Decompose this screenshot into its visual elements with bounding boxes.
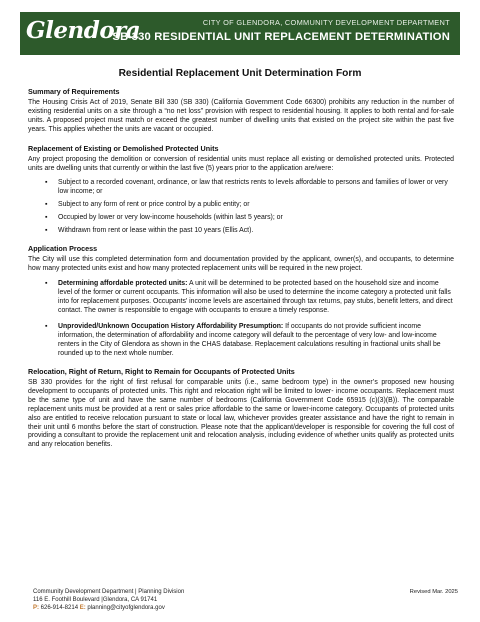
relocation-text: SB 330 provides for the right of first refusal for comparable units (i.e., same bedroom type) in the owner’s proposed new housing development to occupants of protected units. This right and relocation right will be limited to lower- income occupants. Replacement must be the same type of unit and have the same number of bedrooms (California Government Code 65915 (c)(3)(B)). The comparable replacement units must be provided at a rent or sales price affordable to the same or lower-income category. Occupants of protected units also are entitled to receive relocation pursuant to state or local law, whichever provides greater assistance and have the right to remain in their unit until 6 months before the start of construction. Please note that the applicant/developer is responsible for covering the full cost of providing a consultant to provide the replacement unit and relocation analysis, including evidence of whether units qualify as protected units and any relocation benefits. (28, 379, 454, 449)
protected-unit-criteria-list (28, 179, 454, 236)
glendora-logo: Glendora (26, 17, 141, 44)
bullet-icon: ▪ (45, 227, 48, 235)
header-banner (20, 12, 460, 55)
relocation-heading: Relocation, Right of Return, Right to Remain for Occupants of Protected Units (28, 367, 295, 377)
footer-contact (33, 589, 184, 612)
footer-phone: 626-914-8214 (39, 604, 80, 611)
list-item: ▪ Determining affordable protected units: A unit will be determined to be protected based on the household size and income level of the former or current occupants. This information will also be used to determine the income category a protected unit falls into for replacement purposes. Occupants’ income levels are ascertained through tax returns, pay stubs, benefit letters, and direct contact. The owner is responsible to engage with occupants to ensure a timely response. (45, 279, 453, 314)
replacement-text: Any project proposing the demolition or conversion of residential units must replace all existing or demolished protected units. Protected units are dwelling units that currently or within the last five (5) years prior to the application are/were: (28, 155, 454, 172)
department-name: CITY OF GLENDORA, COMMUNITY DEVELOPMENT DEPARTMENT (202, 18, 450, 27)
bullet-icon: ▪ (45, 179, 48, 187)
footer-email[interactable]: planning@cityofglendora.gov (85, 604, 165, 611)
footer-contact-line: P: 626-914-8214 E: planning@cityofglendora.gov (33, 604, 165, 611)
list-item: ▪ Withdrawn from rent or lease within the past 10 years (Ellis Act). (45, 227, 254, 235)
bullet-icon: ▪ (45, 214, 48, 222)
banner-title: SB 330 RESIDENTIAL UNIT REPLACEMENT DETERMINATION (112, 31, 450, 43)
list-item: ▪ Subject to a recorded covenant, ordinance, or law that restricts rents to levels affordable to persons and families of lower or very low income; or (45, 179, 448, 196)
footer-address: 116 E. Foothill Boulevard |Glendora, CA 91741 (33, 596, 158, 603)
process-text: The City will use this completed determination form and documentation provided by the applicant, owner(s), and occupants, to determine how many protected units exist and how many protected replacement units will be required in the new project. (28, 255, 454, 272)
replacement-heading: Replacement of Existing or Demolished Protected Units (28, 143, 219, 153)
process-list (28, 280, 454, 359)
list-item: ▪ Subject to any form of rent or price control by a public entity; or (45, 201, 250, 209)
bullet-icon: ▪ (45, 323, 48, 331)
process-heading: Application Process (28, 243, 98, 253)
document-body (28, 87, 454, 459)
document-title: Residential Replacement Unit Determination Form (118, 68, 362, 79)
bullet-icon: ▪ (45, 279, 48, 287)
summary-text: The Housing Crisis Act of 2019, Senate Bill 330 (SB 330) (California Government Code 66300) prohibits any reduction in the number of existing residential units on a site through a “no net loss” provision with respect to residential housing. It applies to both rental and for-sale units. A proposed project must match or exceed the greatest number of dwelling units that existed on the project site within the past five years. This applies whether the units are vacant or occupied. (28, 99, 454, 133)
revision-date: Revised Mar. 2025 (409, 589, 458, 595)
bullet-icon: ▪ (45, 201, 48, 209)
list-item: ▪ Occupied by lower or very low-income households (within last 5 years); or (45, 214, 283, 222)
footer-department: Community Development Department | Planning Division (33, 589, 185, 595)
summary-heading: Summary of Requirements (28, 87, 120, 96)
list-item: ▪ Unprovided/Unknown Occupation History Affordability Presumption: If occupants do not provide sufficient income information, the determination of affordability and income category will default to the percentage of very low- and low-income renters in the City of Glendora as shown in the CHAS database. Replacement calculations resulting in fractional units shall be rounded up to the next whole number. (45, 323, 441, 358)
